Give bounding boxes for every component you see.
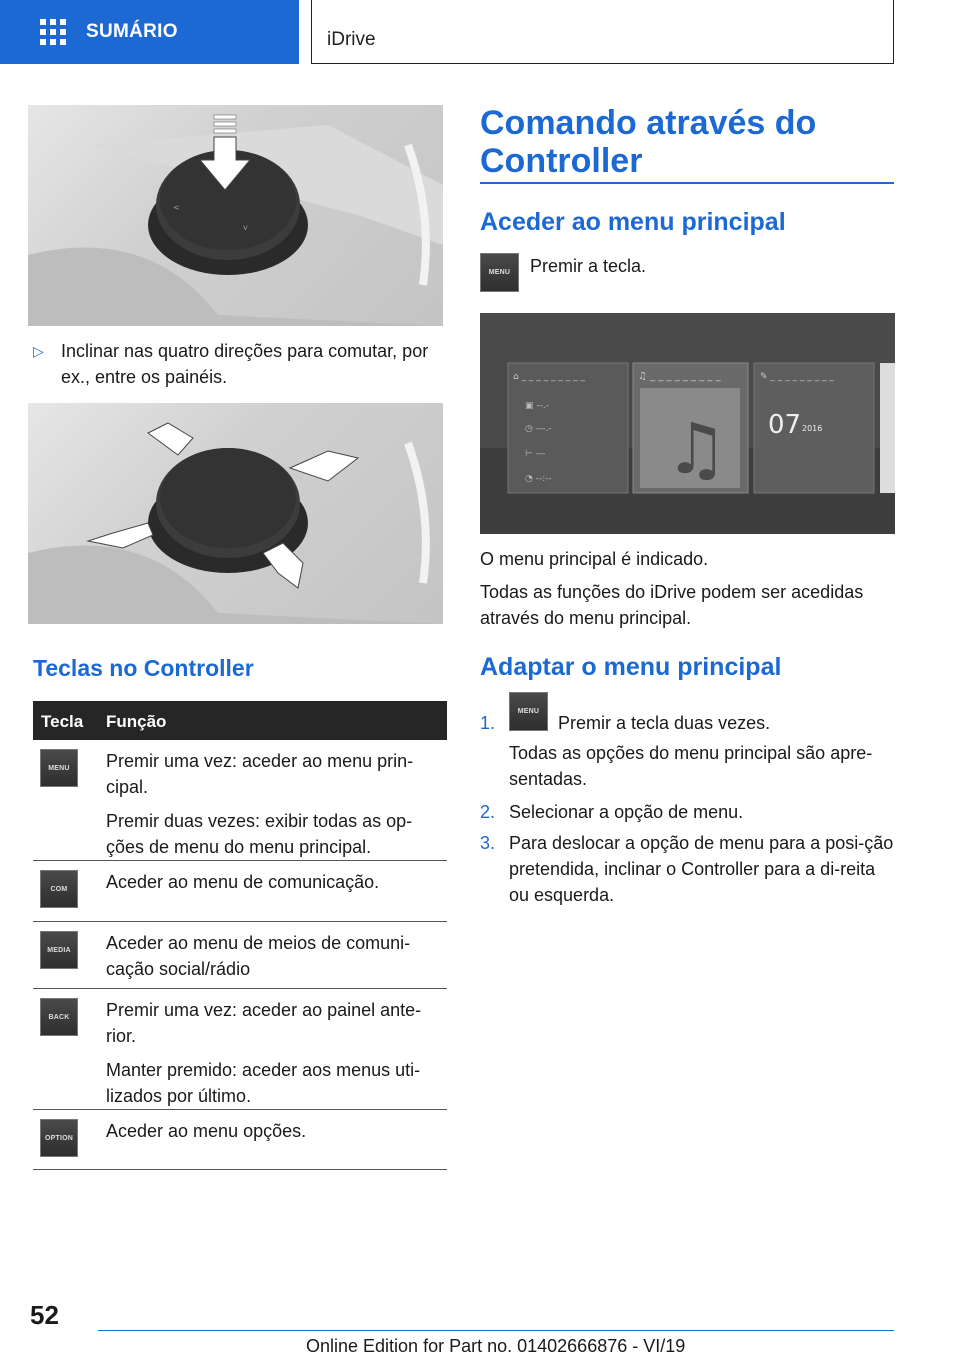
screen-day: 07 xyxy=(768,410,802,440)
toc-label: SUMÁRIO xyxy=(86,21,178,42)
svg-text:⌂ _ _ _ _ _ _ _ _ _: ⌂ _ _ _ _ _ _ _ _ _ xyxy=(513,372,585,382)
step-number: 2. xyxy=(480,802,496,822)
row-text: Manter premido: aceder aos menus uti-lizados por último. xyxy=(106,1060,421,1106)
row-text: Aceder ao menu opções. xyxy=(106,1121,307,1141)
idrive-main-menu-screenshot xyxy=(480,313,895,534)
step-text: Selecionar a opção de menu. xyxy=(509,802,744,822)
row-text: Premir duas vezes: exibir todas as op-ções de menu do menu principal. xyxy=(106,811,413,857)
controller-press-image xyxy=(28,105,443,326)
table-heading: Teclas no Controller xyxy=(33,655,254,681)
row-text: Premir uma vez: aceder ao painel ante-rior. xyxy=(106,1000,422,1046)
table-row xyxy=(33,989,447,1110)
col-function: Função xyxy=(106,712,167,731)
svg-text:v: v xyxy=(243,223,248,232)
paragraph-menu-shown: O menu principal é indicado. xyxy=(480,549,709,569)
svg-text:▣ --.-: ▣ --.- xyxy=(525,401,549,411)
table-row xyxy=(33,861,447,922)
com-key-icon: COM xyxy=(40,870,78,908)
footer-rule xyxy=(98,1330,894,1331)
media-key-icon: MEDIA xyxy=(40,931,78,969)
bullet-item xyxy=(33,338,443,390)
section-title: iDrive xyxy=(327,29,376,50)
step-detail: Todas as opções do menu principal são apre-sentadas. xyxy=(509,743,873,789)
row-text: Premir uma vez: aceder ao menu prin-cipal. xyxy=(106,751,414,797)
title-rule xyxy=(480,182,894,184)
svg-text:◔ --:--: ◔ --:-- xyxy=(525,474,552,484)
paragraph-functions: Todas as funções do iDrive podem ser acedidas através do menu principal. xyxy=(480,582,864,628)
menu-key-icon: MENU xyxy=(509,692,548,731)
svg-text:♫ _ _ _ _ _ _ _ _ _: ♫ _ _ _ _ _ _ _ _ _ xyxy=(638,371,721,382)
section-header xyxy=(311,0,894,64)
svg-text:✎ _ _ _ _ _ _ _ _ _: ✎ _ _ _ _ _ _ _ _ _ xyxy=(760,372,834,382)
controller-tilt-image xyxy=(28,403,443,624)
row-text: Aceder ao menu de meios de comuni-cação social/rádio xyxy=(106,933,411,979)
table-header xyxy=(33,701,447,740)
table-row xyxy=(33,922,447,989)
col-key: Tecla xyxy=(41,712,84,731)
table-row xyxy=(33,1110,447,1170)
svg-text:⊢ ---: ⊢ --- xyxy=(525,449,546,459)
row-text: Aceder ao menu de comunicação. xyxy=(106,872,380,892)
option-key-icon: OPTION xyxy=(40,1119,78,1157)
subheading-adapt-menu: Adaptar o menu principal xyxy=(480,653,782,681)
press-key-text: Premir a tecla. xyxy=(530,256,647,276)
bullet-text: Inclinar nas quatro direções para comutar, por ex., entre os painéis. xyxy=(61,341,429,387)
grid-menu-icon xyxy=(40,19,66,45)
table-row xyxy=(33,740,447,861)
step-text: Para deslocar a opção de menu para a posi-ção pretendida, inclinar o Controller para a di-reita ou esquerda. xyxy=(509,833,894,905)
triangle-bullet-icon: ▷ xyxy=(33,343,44,359)
step-number: 1. xyxy=(480,713,496,733)
page-title: Comando através do Controller xyxy=(480,104,817,180)
menu-key-icon: MENU xyxy=(480,253,519,292)
svg-text:◷ ---.-: ◷ ---.- xyxy=(525,424,552,434)
page-number: 52 xyxy=(30,1300,59,1330)
step-text: Premir a tecla duas vezes. xyxy=(558,713,771,733)
menu-key-icon: MENU xyxy=(40,749,78,787)
toc-button[interactable] xyxy=(0,0,299,64)
edition-text: Online Edition for Part no. 01402666876 - VI/19 xyxy=(306,1336,686,1356)
svg-text:<: < xyxy=(173,203,180,212)
subheading-access-menu: Aceder ao menu principal xyxy=(480,208,786,236)
step-number: 3. xyxy=(480,833,496,853)
screen-year: 2016 xyxy=(802,424,823,433)
back-key-icon: BACK xyxy=(40,998,78,1036)
keys-table xyxy=(33,701,447,1170)
svg-text:♫: ♫ xyxy=(665,408,728,490)
